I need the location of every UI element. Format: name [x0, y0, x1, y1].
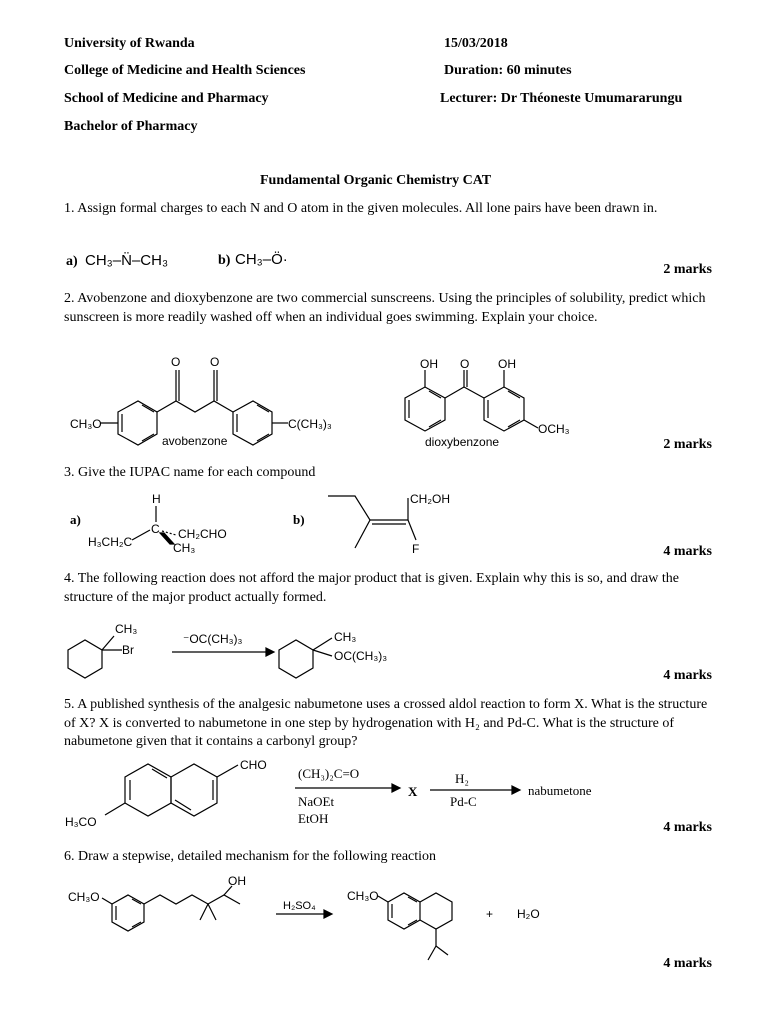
- q1-structures: [66, 250, 288, 269]
- school-name: School of Medicine and Pharmacy: [64, 91, 269, 106]
- q5-cho: CHO: [240, 758, 267, 772]
- avobenzone-ch3o: CH₃O: [70, 417, 102, 431]
- question-3-marks: 4 marks: [663, 544, 712, 559]
- question-1: 1. Assign formal charges to each N and O atom in the given molecules. All lone pairs have been drawn in.: [64, 201, 658, 216]
- dioxybenzone-oh2: OH: [498, 357, 516, 371]
- dioxybenzone-och3: OCH₃: [538, 422, 570, 436]
- question-1-marks: 2 marks: [663, 262, 712, 277]
- university-name: University of Rwanda: [64, 36, 195, 51]
- question-4-marks: 4 marks: [663, 668, 712, 683]
- q3-a-structure: [70, 492, 227, 555]
- q6-plus: +: [486, 907, 494, 921]
- question-2: 2. Avobenzone and dioxybenzone are two commercial sunscreens. Using the principles of solubility, predict which sunscreen is more readily washed off when an individual goes swimming. Explain your choice.: [64, 291, 706, 325]
- dioxybenzone-o: O: [460, 357, 470, 371]
- avobenzone-ring-left: [118, 401, 157, 445]
- q3-b-structure: [293, 492, 450, 556]
- q5-reagent-acetone: (CH₃)₂C=O: [298, 766, 360, 781]
- exam-title: Fundamental Organic Chemistry CAT: [260, 173, 492, 188]
- q5-product: nabumetone: [528, 783, 592, 798]
- q4-reaction: [68, 622, 387, 678]
- q5-reaction: [65, 758, 592, 829]
- dioxybenzone-ring-right: [484, 387, 524, 431]
- q6-oh: OH: [228, 874, 246, 888]
- dioxybenzone-structure: [405, 357, 570, 449]
- q6-reaction: [68, 874, 540, 960]
- exam-date: 15/03/2018: [444, 36, 508, 51]
- q4-ch3: CH₃: [115, 622, 138, 636]
- q3-a-ch3: CH₃: [173, 541, 196, 555]
- q6-water: H₂O: [517, 907, 540, 921]
- q5-catalyst: Pd-C: [450, 794, 477, 809]
- program-name: Bachelor of Pharmacy: [64, 119, 198, 134]
- q4-cyclohexane-product: [279, 640, 313, 678]
- exam-duration: Duration: 60 minutes: [444, 63, 572, 78]
- avobenzone-tbu: C(CH₃)₃: [288, 417, 332, 431]
- q3-b-label: b): [293, 512, 305, 527]
- q3-a-h: H: [152, 492, 161, 506]
- q3-a-ch2cho: CH₂CHO: [178, 527, 227, 541]
- dioxybenzone-label: dioxybenzone: [425, 435, 500, 449]
- dioxybenzone-oh1: OH: [420, 357, 438, 371]
- q4-br: Br: [122, 643, 134, 657]
- q5-h3co: H₃CO: [65, 815, 97, 829]
- q4-product-otbu: OC(CH₃)₃: [334, 649, 388, 663]
- avobenzone-o1: O: [171, 355, 181, 369]
- dioxybenzone-ring-left: [405, 387, 445, 431]
- q6-product-ch3o: CH₃O: [347, 889, 379, 903]
- q1-b-formula: CH₃–Ö·: [235, 251, 288, 268]
- q1-a-label: a): [66, 254, 78, 269]
- q6-benzene-reactant: [112, 895, 144, 931]
- q4-reagent: ⁻OC(CH₃)₃: [183, 632, 243, 646]
- naphthalene-ring-left: [125, 764, 171, 816]
- college-name: College of Medicine and Health Sciences: [64, 63, 306, 78]
- q3-b-f: F: [412, 542, 420, 556]
- q5-base: NaOEt: [298, 794, 335, 809]
- question-6: 6. Draw a stepwise, detailed mechanism for the following reaction: [64, 849, 437, 864]
- question-5: 5. A published synthesis of the analgesic nabumetone uses a crossed aldol reaction to form X. What is the structure of X? X is converted to nabumetone in one step by hydrogenation with H₂ and Pd-C. What is the structure of nabumetone given that it contains a carbonyl group?: [64, 697, 708, 749]
- avobenzone-o2: O: [210, 355, 220, 369]
- q1-a-formula: CH₃–N̈–CH₃: [85, 252, 169, 269]
- question-6-marks: 4 marks: [663, 956, 712, 971]
- q3-b-ch2oh: CH₂OH: [410, 492, 450, 506]
- q4-cyclohexane-reactant: [68, 640, 102, 678]
- q3-a-label: a): [70, 512, 81, 527]
- lecturer-name: Lecturer: Dr Théoneste Umumararungu: [440, 91, 683, 106]
- q6-benzene-product: [388, 893, 420, 929]
- q5-x: X: [408, 784, 418, 799]
- naphthalene-ring-right: [171, 764, 217, 816]
- avobenzone-structure: [70, 355, 332, 448]
- q3-a-ethyl: H₃CH₂C: [88, 535, 133, 549]
- q3-a-c: C: [151, 522, 160, 536]
- q5-solvent: EtOH: [298, 811, 329, 826]
- question-2-marks: 2 marks: [663, 437, 712, 452]
- q5-h2: H₂: [455, 771, 469, 786]
- q4-product-ch3: CH₃: [334, 630, 357, 644]
- avobenzone-label: avobenzone: [162, 434, 228, 448]
- avobenzone-ring-right: [233, 401, 272, 445]
- question-5-marks: 4 marks: [663, 820, 712, 835]
- q6-ch3o: CH₃O: [68, 890, 100, 904]
- q1-b-label: b): [218, 253, 231, 268]
- question-3: 3. Give the IUPAC name for each compound: [64, 465, 316, 480]
- q6-reagent: H₂SO₄: [283, 900, 316, 912]
- question-4: 4. The following reaction does not afford the major product that is given. Explain why this is so, and draw the structure of the major product actually formed.: [64, 571, 679, 605]
